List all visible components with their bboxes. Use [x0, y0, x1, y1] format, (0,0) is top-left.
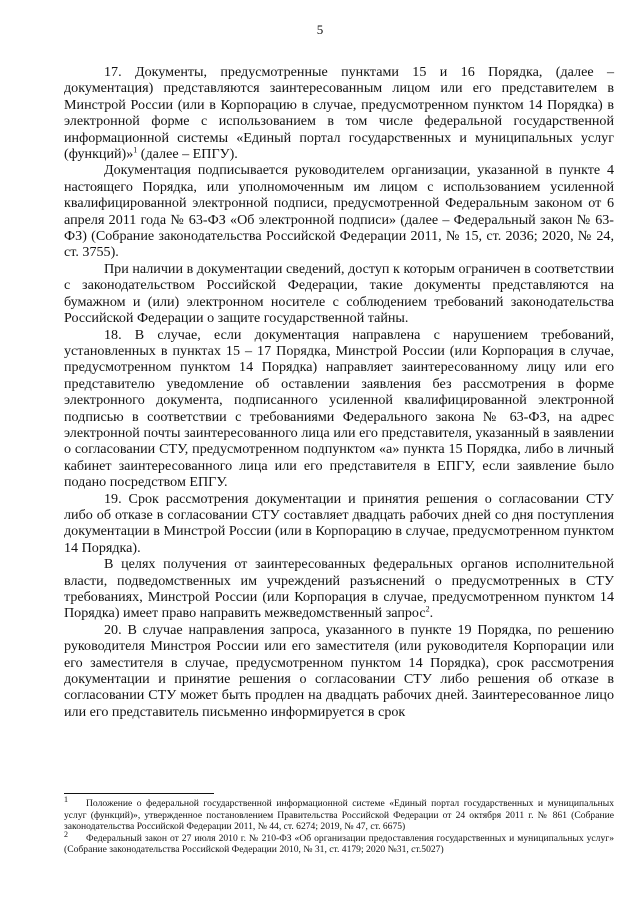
paragraph-18: 18. В случае, если документация направлена с нарушением требований, установленных в пунктах 15 – 17 Порядка, Минстрой России (или Корпорация в случае, предусмотренном пунктом 14 Порядка) направляет заинтересованному лицу или его представителю уведомление об оставлении заявления без рассмотрения в форме электронного документа, подписанного усиленной квалифицированной электронной подписью в соответствии с требованиями Федерального закона № 63-ФЗ, на адрес электронной почты заинтересованного лица или его представителя, указанный в заявлении о согласовании СТУ, предусмотренном подпунктом «а» пункта 15 Порядка, либо в личный кабинет заинтересованного лица или его представителя в ЕПГУ, если заявление было подано посредством ЕПГУ. [64, 326, 614, 491]
paragraph-signature: Документация подписывается руководителем организации, указанной в пункте 4 настоящего Порядка, или уполномоченным им лицом с использованием усиленной квалифицированной электронной подписи, предусмотренной Федеральным законом от 6 апреля 2011 года № 63-ФЗ «Об электронной подписи» (далее – Федеральный закон № 63-ФЗ) (Собрание законодательства Российской Федерации 2011, № 15, ст. 2036; 2020, № 24, ст. 3755). [64, 162, 614, 261]
paragraph-text: В целях получения от заинтересованных федеральных органов исполнительной власти, подведомственных им учреждений разъяснений о предусмотренных в СТУ требованиях, Минстрой России (или Корпорация в случае, предусмотренном пунктом 14 Порядка) имеет право направить межведомственный запрос [64, 556, 614, 622]
paragraph-tail: (далее – ЕПГУ). [137, 146, 238, 163]
paragraph-17 [64, 64, 614, 162]
paragraph-text: 17. Документы, предусмотренные пунктами 15 и 16 Порядка, (далее – документация) представляются заинтересованным лицом или его представителем в Минстрой России (или в Корпорацию в случае, предусмотренном пунктом 14 Порядка) в электронной форме с использованием в том числе федеральной государственной информационной системы «Единый портал государственных и муниципальных услуг (функций)» [64, 64, 614, 163]
paragraph-19: 19. Срок рассмотрения документации и принятия решения о согласовании СТУ либо об отказе в согласовании СТУ составляет двадцать рабочих дней со дня поступления документации в Минстрой России (или в Корпорацию в случае, предусмотренном пунктом 14 Порядка). [64, 490, 614, 556]
document-body [64, 64, 614, 720]
paragraph-request [64, 556, 614, 622]
page-number: 5 [316, 22, 324, 37]
footnote-divider [64, 793, 214, 794]
footnote-ref: 1 [133, 145, 138, 155]
footnote-ref: 2 [425, 604, 430, 614]
paragraph-tail: . [429, 605, 434, 622]
footnote-text: Федеральный закон от 27 июля 2010 г. № 210-ФЗ «Об организации предоставления государственных и муниципальных услуг» (Собрание законодательства Российской Федерации 2010, № 31, ст. 4179; 2020 №31, ст.5027) [64, 832, 614, 856]
paragraph-20: 20. В случае направления запроса, указанного в пункте 19 Порядка, по решению руководителя Минстроя России или его заместителя (или руководителя Корпорации или его заместителя в случае, предусмотренном пунктом 14 Порядка), срок рассмотрения документации и принятие решения о согласовании СТУ либо решения об отказе в согласовании СТУ может быть продлен на двадцать рабочих дней. Заинтересованное лицо или его представитель письменно информируется в срок [64, 621, 614, 720]
footnote-2: $^2$ Федеральный закон от 27 июля 2010 г. № 210-ФЗ «Об организации предоставления государственных и муниципальных услуг» (Собрание законодательства Российской Федерации 2010, № 31, ст. 4179; 2020 №31, ст.5027) [64, 829, 614, 856]
footnotes [64, 793, 614, 856]
paragraph-secret: При наличии в документации сведений, доступ к которым ограничен в соответствии с законодательством Российской Федерации, такие документы представляются на бумажном и (или) электронном носителе с соблюдением требований законодательства Российской Федерации о защите государственной тайны. [64, 260, 614, 327]
footnote-1: $^1$ Положение о федеральной государственной информационной системе «Единый портал государственных и муниципальных услуг (функций)», утвержденное постановлением Правительства Российской Федерации от 24 октября 2011 г. № 861 (Собрание законодательства Российской Федерации 2011, № 44, ст. 6274; 2019, № 47, ст. 6675) [64, 794, 614, 833]
footnote-text: Положение о федеральной государственной информационной системе «Единый портал государственных и муниципальных услуг (функций)», утвержденное постановлением Правительства Российской Федерации от 24 октября 2011 г. № 861 (Собрание законодательства Российской Федерации 2011, № 44, ст. 6274; 2019, № 47, ст. 6675) [64, 798, 614, 833]
